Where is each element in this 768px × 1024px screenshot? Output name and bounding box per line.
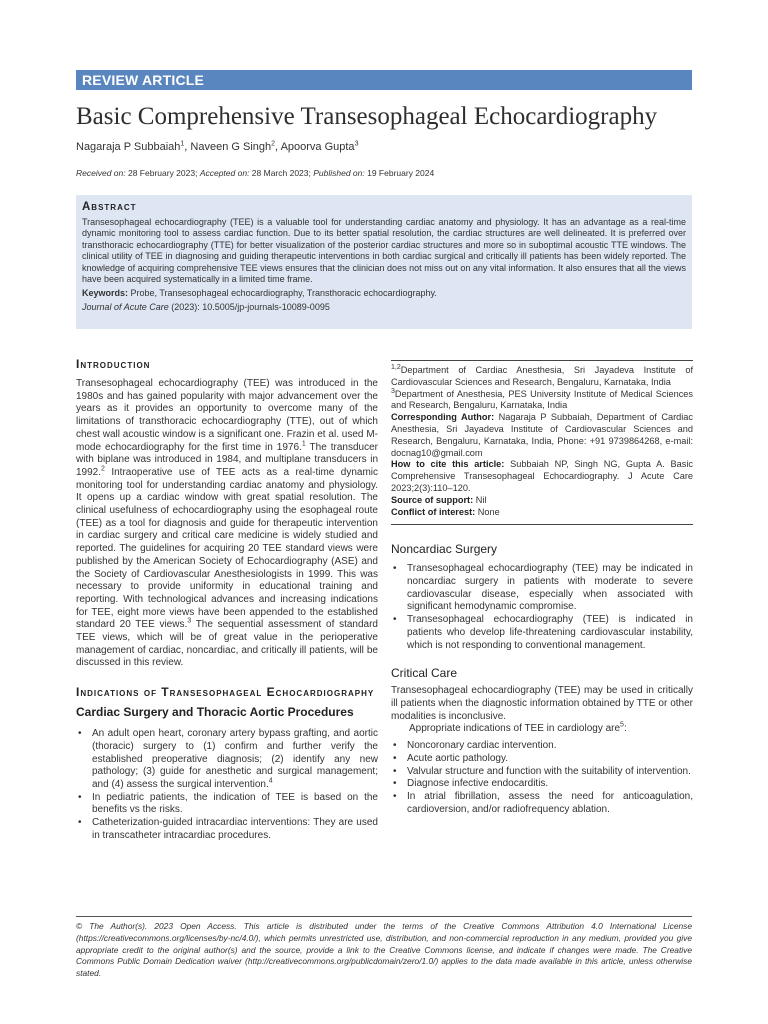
intro-text-3: Intraoperative use of TEE acts as a real-time dynamic monitoring tool for understanding cardiac anatomy and physiology. It opens up a cardiac window with great spatial resolution. The clinical usefulness of echocardiography using the esophageal route (TEE) as a tool for diagnosis and guide for therapeutic intervention in cardiac surgery and critical care medicine is widely studied and reported. The guidelines for acquiring 20 TEE standard views were published by the American Society of Echocardiography (ASE) and the Society of Cardiovascular Anesthesiologists in 1999. This was necessary to provide uniformity in educational training and reporting. With technological advances and increasing indications for TEE, eight more views have been appended to the established standard 20 TEE views.	[76, 466, 378, 631]
author-name: Nagaraja P Subbaiah	[76, 141, 181, 153]
indications-heading: Indications of Transesophageal Echocardiography	[76, 685, 375, 700]
published-label: Published on:	[313, 168, 365, 178]
author-name: Naveen G Singh	[190, 141, 272, 153]
article-type-banner: REVIEW ARTICLE	[76, 70, 692, 90]
license-footer: © The Author(s). 2023 Open Access. This article is distributed under the terms of the Creative Commons Attribution 4.0 International License (https://creativecommons.org/licenses/by-nc/4.0/), which permits unrestricted use, distribution, and non-commercial reproduction in any medium, provided you give appropriate credit to the original author(s) and the source, provide a link to the Creative Commons license, and indicate if changes were made. The Creative Commons Public Domain Dedication waiver (http://creativecommons.org/publicdomain/zero/1.0/) applies to the data made available in this article, unless otherwise stated.	[76, 916, 692, 980]
cardiology-indications-list	[391, 740, 693, 816]
accepted-label: Accepted on:	[199, 168, 250, 178]
list-item	[76, 728, 378, 792]
cite-text: Subbaiah NP, Singh NG, Gupta A. Basic Comprehensive Transesophageal Echocardiography. J Acute Care 2023;2(3):110–120.	[391, 459, 693, 493]
source-of-support	[391, 495, 693, 507]
cardiac-surgery-subheading: Cardiac Surgery and Thoracic Aortic Procedures	[76, 705, 354, 720]
author-affiliation-sup: 2	[271, 140, 276, 148]
affiliation-2	[391, 389, 693, 413]
affiliation-text: Department of Cardiac Anesthesia, Sri Jayadeva Institute of Cardiovascular Sciences and Research, Bengaluru, Karnataka, India	[391, 365, 693, 387]
journal-doi: (2023): 10.5005/jp-journals-10089-0095	[168, 301, 330, 312]
list-item: • Noncoronary cardiac intervention.	[391, 740, 693, 753]
accepted-date: 28 March 2023;	[249, 168, 314, 178]
affiliation-sup: 1,2	[391, 363, 401, 371]
journal-name: Journal of Acute Care	[82, 301, 169, 312]
list-item: • In atrial fibrillation, assess the need for anticoagulation, cardioversion, and/or radiofrequency ablation.	[391, 791, 693, 816]
author-name: Apoorva Gupta	[280, 141, 355, 153]
citation-ref: 2	[101, 465, 105, 473]
list-item: • Transesophageal echocardiography (TEE) is indicated in patients who develop life-threatening cardiovascular instability, which is not responding to conventional management.	[391, 614, 693, 652]
list-item: • In pediatric patients, the indication of TEE is based on the benefits vs the risks.	[76, 792, 378, 817]
keywords	[82, 288, 686, 299]
keywords-label: Keywords:	[82, 288, 129, 299]
left-column	[76, 356, 378, 843]
conflict-label: Conflict of interest:	[391, 506, 476, 517]
indications-intro	[391, 723, 693, 736]
citation-ref: 5	[620, 722, 624, 730]
noncardiac-list	[391, 563, 693, 652]
list-item: • Transesophageal echocardiography (TEE) may be indicated in noncardiac surgery in patients with moderate to severe cardiovascular disease, especially when associated with significant hemodynamic compromise.	[391, 563, 693, 614]
list-item: • Diagnose infective endocarditis.	[391, 778, 693, 791]
corresponding-label: Corresponding Author:	[391, 412, 495, 423]
indications-intro-text: Appropriate indications of TEE in cardiology are	[409, 723, 621, 735]
affiliation-bottom-rule	[391, 524, 693, 525]
corresponding-author	[391, 412, 693, 459]
cardiac-surgery-list	[76, 728, 378, 842]
affiliation-text: Department of Anesthesia, PES University Institute of Medical Sciences and Research, Bengaluru, Karnataka, India	[391, 388, 693, 411]
support-text: Nil	[473, 494, 487, 505]
intro-text-2: The transducer with biplane was introduced in 1984, and multiplane transducers in 1992.	[76, 441, 378, 478]
list-item: • Valvular structure and function with the suitability of intervention.	[391, 766, 693, 779]
list-item: • Catheterization-guided intracardiac interventions: They are used in transcatheter intracardiac procedures.	[76, 817, 378, 842]
intro-text-4: The sequential assessment of standard TEE views, which will be of great value in the perioperative management of cardiac, noncardiac, and critically ill patients, will be discussed in this review.	[76, 619, 378, 669]
article-title: Basic Comprehensive Transesophageal Echocardiography	[76, 103, 658, 130]
citation-ref: 3	[187, 618, 192, 626]
citation-ref: 1	[301, 440, 306, 448]
right-column	[391, 360, 693, 816]
support-label: Source of support:	[391, 494, 474, 505]
abstract-box	[76, 195, 692, 329]
introduction-heading: Introduction	[76, 357, 151, 371]
abstract-text: Transesophageal echocardiography (TEE) is a valuable tool for understanding cardiac anatomy and physiology. It has an advantage as a real-time dynamic monitoring tool to assess cardiac function. Due to its better spatial resolution, the cardiac structures are well delineated. It is preferred over transthoracic echocardiography (TTE) for better visualization of the posterior cardiac structures and more so in suboptimal acoustic TTE windows. The clinical utility of TEE in diagnosing and guiding therapeutic interventions in both cardiac surgical and critically ill patients has been widely reported. The knowledge of acquiring comprehensive TEE views ensures that the clinician does not miss out on any vital information. It also ensures that all the views have been acquired systematically in a limited time frame.	[82, 217, 686, 285]
article-dates	[76, 168, 434, 178]
indications-intro-colon: :	[623, 723, 627, 735]
affiliation-1	[391, 365, 693, 389]
critical-care-subheading: Critical Care	[391, 666, 458, 681]
noncardiac-subheading: Noncardiac Surgery	[391, 542, 498, 557]
abstract-heading: Abstract	[82, 201, 137, 213]
journal-citation	[82, 302, 686, 313]
author-list	[76, 141, 358, 153]
author-separator: ,	[184, 141, 191, 153]
keywords-list: Probe, Transesophageal echocardiography, Transthoracic echocardiography.	[128, 288, 437, 299]
citation-ref: 4	[268, 777, 273, 785]
affiliation-block	[391, 365, 693, 518]
author-separator: ,	[275, 141, 281, 153]
received-date: 28 February 2023;	[125, 168, 200, 178]
conflict-text: None	[475, 506, 500, 517]
critical-care-paragraph: Transesophageal echocardiography (TEE) may be used in critically ill patients when the diagnostic information obtained by TTE or other modalities is inconclusive.	[391, 685, 693, 722]
affiliation-top-rule	[391, 360, 693, 361]
corresponding-text: Nagaraja P Subbaiah, Department of Cardiac Anesthesia, Sri Jayadeva Institute of Cardiovascular Sciences and Research, Bengaluru, Karnataka, India, Phone: +91 9739864268, e-mail: docnag10@gmail.com	[391, 412, 693, 458]
list-item: • Acute aortic pathology.	[391, 753, 693, 766]
introduction-paragraph	[76, 378, 378, 670]
cite-label: How to cite this article:	[391, 459, 505, 470]
intro-text-1: Transesophageal echocardiography (TEE) was introduced in the 1980s and has gained popularity with major advancement over the years as it provides an opportunity to overcome many of the limitations of transthoracic echocardiography (TTE), out of which chest wall acoustic window is a significant one. Frazin et al. used M-mode echocardiography for the first time in 1976.	[76, 378, 378, 453]
published-date: 19 February 2024	[364, 168, 435, 178]
conflict-of-interest	[391, 507, 693, 519]
how-to-cite	[391, 459, 693, 494]
list-item-text: An adult open heart, coronary artery bypass grafting, and aortic (thoracic) surgery to (1) confirm and further verify the established preoperative diagnosis; (2) identify any new pathology; (3) guide for anesthetic and surgical management; and (4) assess the surgical intervention.	[92, 728, 378, 790]
author-affiliation-sup: 3	[354, 140, 359, 148]
affiliation-sup: 3	[391, 387, 395, 395]
received-label: Received on:	[76, 168, 126, 178]
author-affiliation-sup: 1	[180, 140, 185, 148]
